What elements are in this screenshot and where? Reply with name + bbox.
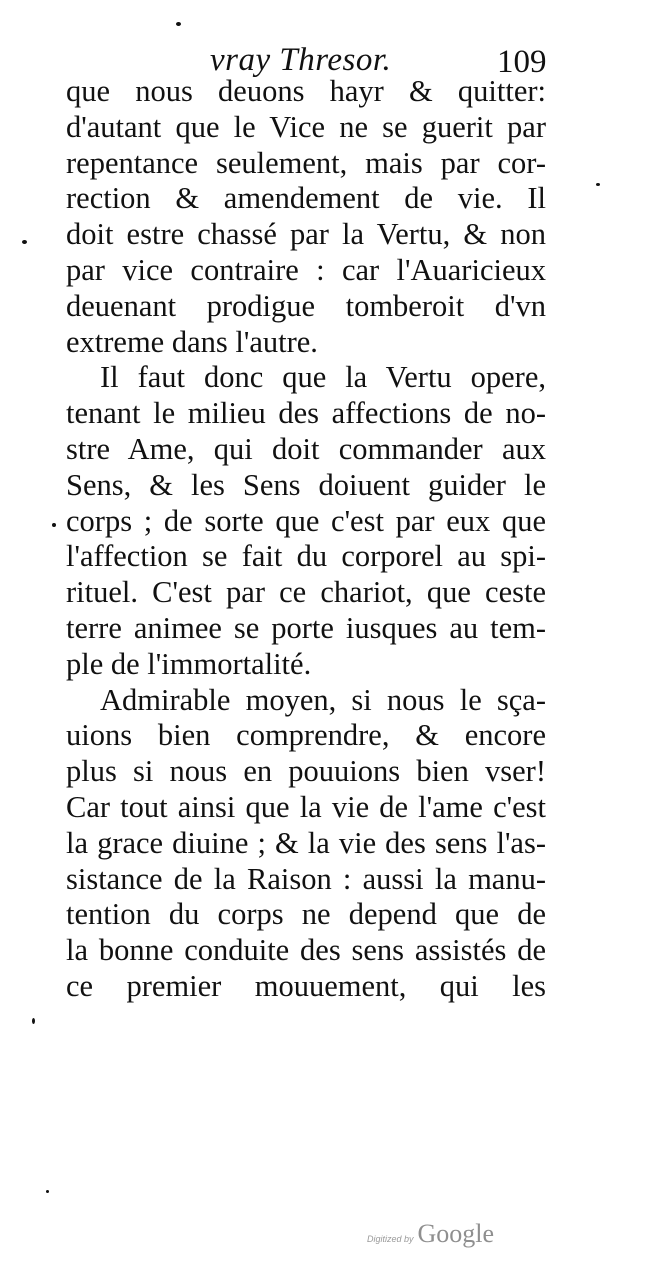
text-line: extreme dans l'autre. [66,324,318,359]
scan-speck [46,1190,49,1193]
text-line: d'autant que le Vice ne se guerit par [66,109,546,144]
text-line: tention du corps ne depend que de [66,897,546,932]
scan-speck [596,183,600,186]
scan-speck [176,22,181,26]
text-line: plus si nous en pouuions bien vser! [66,754,546,789]
google-logo: Google [417,1219,495,1248]
paragraph-3 [66,683,546,1005]
scan-speck [22,240,27,244]
text-line: rection & amendement de vie. Il [66,181,546,216]
digitized-by-label: Digitized by [367,1234,414,1244]
text-line: Car tout ainsi que la vie de l'ame c'est [66,789,546,824]
body-text [66,74,546,1005]
digitization-watermark [367,1219,494,1249]
text-line: repentance seulement, mais par cor- [66,145,546,180]
text-line: la grace diuine ; & la vie des sens l'as- [66,825,546,860]
text-line: uions bien comprendre, & encore [66,718,546,753]
text-line: par vice contraire : car l'Auaricieux [66,252,546,287]
text-line: corps ; de sorte que c'est par eux que [66,503,546,538]
text-line: la bonne conduite des sens assistés de [66,933,546,968]
text-line: rituel. C'est par ce chariot, que ceste [66,575,546,610]
text-line: ce premier mouuement, qui les [66,968,546,1003]
page-number: 109 [497,44,547,80]
text-line: doit estre chassé par la Vertu, & non [66,217,546,252]
text-line: tenant le milieu des affections de no- [66,396,546,431]
scan-speck [32,1018,35,1024]
paragraph-1 [66,74,546,360]
paragraph-2 [66,360,546,682]
scan-speck [52,523,56,527]
text-line: deuenant prodigue tomberoit d'vn [66,288,546,323]
text-line: l'affection se fait du corporel au spi- [66,539,546,574]
text-line: sistance de la Raison : aussi la manu- [66,861,546,896]
text-line: ple de l'immortalité. [66,646,312,681]
text-line: Admirable moyen, si nous le sça- [100,682,546,717]
text-line: Sens, & les Sens doiuent guider le [66,467,546,502]
running-head-title: vray Thresor. [210,42,392,78]
text-line: que nous deuons hayr & quitter: [66,74,546,108]
text-line: stre Ame, qui doit commander aux [66,431,546,466]
text-line: Il faut donc que la Vertu opere, [100,360,546,395]
text-line: terre animee se porte iusques au tem- [66,610,546,645]
